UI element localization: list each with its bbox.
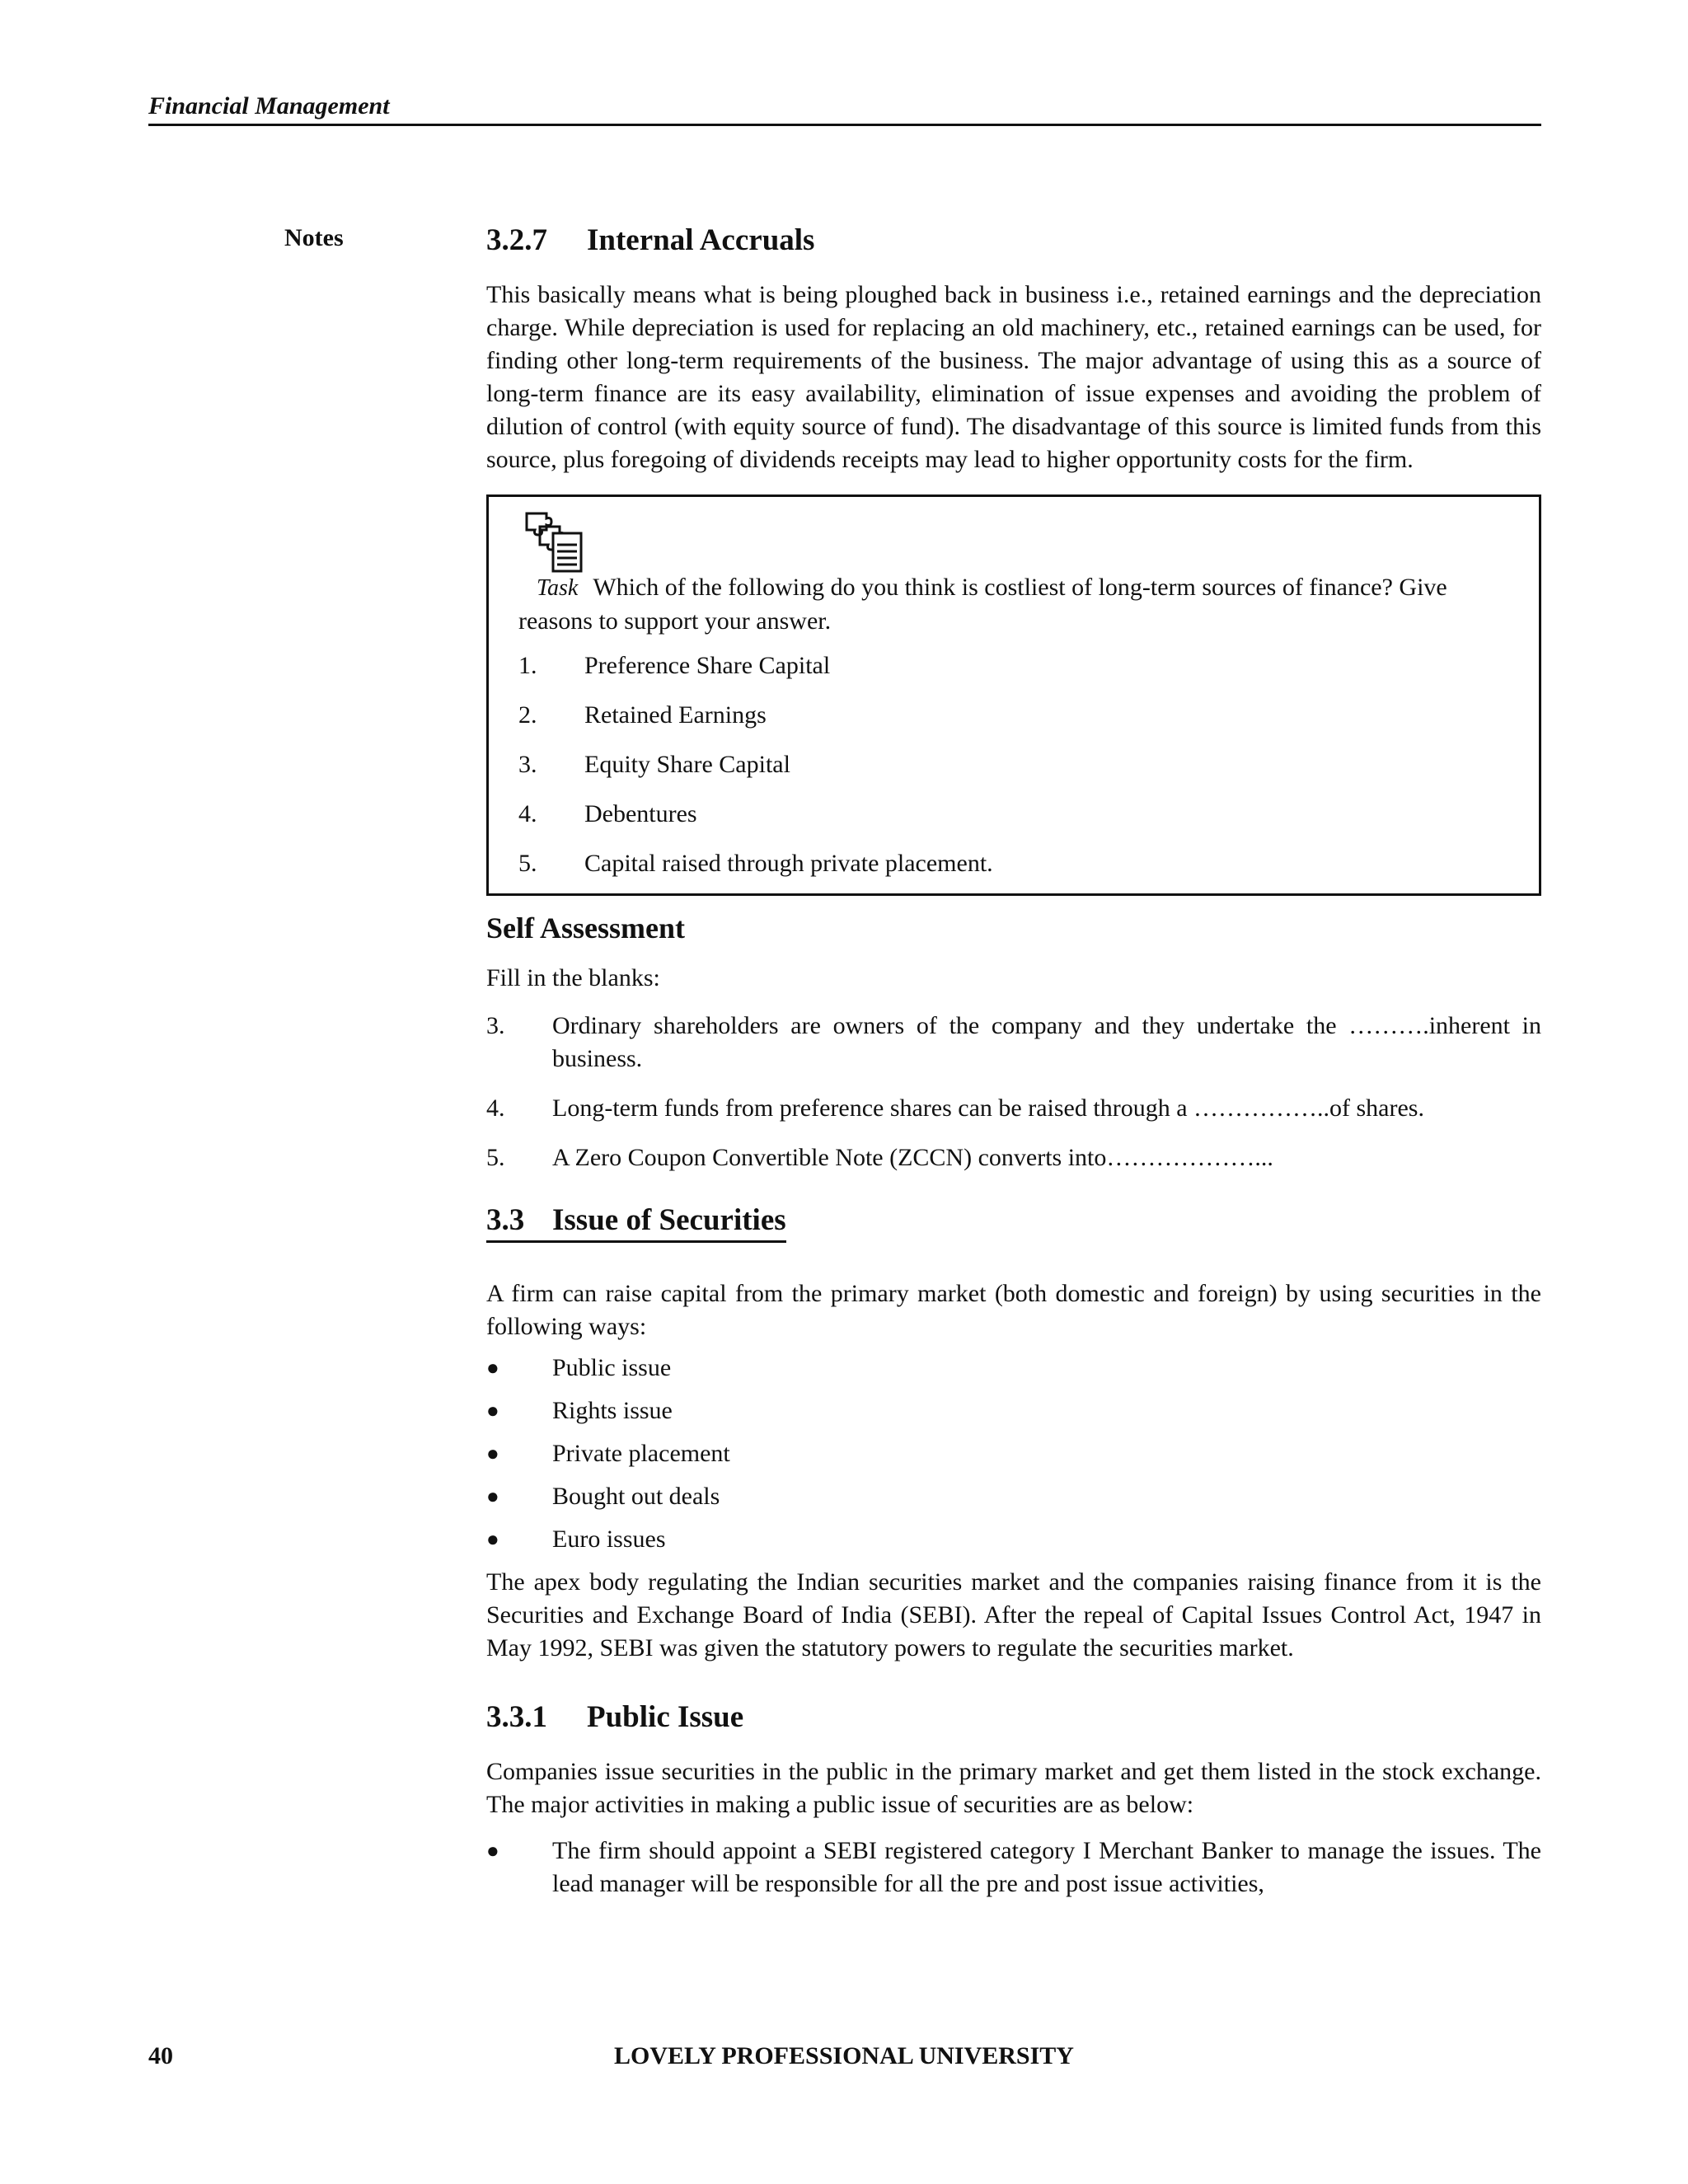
task-option: 1. Preference Share Capital [518, 652, 831, 679]
self-assessment-item: 5. A Zero Coupon Convertible Note (ZCCN) converts into………………... [486, 1144, 1273, 1171]
section-title: Internal Accruals [587, 223, 815, 257]
bullet-icon: ● [486, 1484, 499, 1508]
bullet-icon: ● [486, 1441, 499, 1465]
bullet-icon: ● [486, 1527, 499, 1551]
self-assessment-instruction: Fill in the blanks: [486, 964, 660, 991]
section-title: Issue of Securities [552, 1203, 786, 1237]
list-item: ● Bought out deals [486, 1480, 1541, 1513]
task-box [486, 494, 1541, 896]
paragraph-public-issue: Companies issue securities in the public in the primary market and get them listed in the stock exchange. The major activities in making a public issue of securities are as below: [486, 1758, 1541, 1818]
section-title: Public Issue [587, 1700, 744, 1734]
bullet-icon: ● [486, 1839, 499, 1863]
paragraph-sebi: The apex body regulating the Indian securities market and the companies raising finance from it is the Securities and Exchange Board of India (SEBI). After the repeal of Capital Issues Control Act, 1947 in May 1992, SEBI was given the statutory powers to regulate the securities market. [486, 1568, 1541, 1661]
task-question-text: Which of the following do you think is costliest of long-term sources of finance? Give reasons to support your answer. [518, 574, 1447, 635]
self-assessment-item: 4. Long-term funds from preference shares can be raised through a ……………..of shares. [486, 1094, 1424, 1122]
task-option: 5. Capital raised through private placement. [518, 850, 993, 877]
paragraph-issue-intro: A firm can raise capital from the primary market (both domestic and foreign) by using securities in the following ways: [486, 1280, 1541, 1340]
self-assessment-heading: Self Assessment [486, 912, 685, 944]
paragraph-internal-accruals: This basically means what is being ploughed back in business i.e., retained earnings and the depreciation charge. While depreciation is used for replacing an old machinery, etc., retained earnings can be used, for finding other long-term requirements of the business. The major advantage of using this as a source of long-term finance are its easy availability, elimination of issue expenses and avoiding the problem of dilution of control (with equity source of fund). The disadvantage of this source is limited funds from this source, plus foregoing of dividends receipts may lead to higher opportunity costs for the firm. [486, 281, 1541, 473]
section-number: 3.3.1 [486, 1700, 547, 1734]
list-item: ● Rights issue [486, 1394, 1541, 1427]
task-option: 3. Equity Share Capital [518, 751, 790, 778]
list-item: ● Public issue [486, 1352, 1541, 1385]
footer-university: LOVELY PROFESSIONAL UNIVERSITY [614, 2042, 1074, 2069]
task-options-list [518, 649, 1509, 880]
task-puzzle-icon [522, 509, 588, 574]
running-header: Financial Management [148, 92, 390, 120]
public-issue-activities-list [486, 1835, 1541, 1900]
bullet-icon: ● [486, 1399, 499, 1422]
notes-margin-label: Notes [284, 224, 344, 251]
list-item: ● Euro issues [486, 1523, 1541, 1556]
header-rule [148, 124, 1541, 126]
section-number: 3.3 [486, 1203, 525, 1237]
task-option: 4. Debentures [518, 800, 697, 827]
list-item: ● Private placement [486, 1437, 1541, 1470]
self-assessment-list [486, 1010, 1541, 1174]
page-number: 40 [148, 2042, 173, 2069]
list-item: ● The firm should appoint a SEBI registered category I Merchant Banker to manage the issues. The lead manager will be responsible for all the pre and post issue activities, [486, 1835, 1541, 1900]
task-label: Task [537, 575, 579, 601]
section-number: 3.2.7 [486, 223, 547, 257]
main-content [486, 223, 1541, 1910]
bullet-icon: ● [486, 1356, 499, 1380]
securities-ways-list [486, 1352, 1541, 1556]
section-heading-3-2-7 [486, 223, 1541, 259]
task-question [518, 571, 1509, 638]
section-heading-3-3 [486, 1202, 786, 1243]
self-assessment-item: 3. Ordinary shareholders are owners of the company and they undertake the ……….inherent in business. [486, 1012, 1541, 1072]
section-heading-3-3-1 [486, 1699, 1541, 1736]
task-option: 2. Retained Earnings [518, 701, 767, 729]
